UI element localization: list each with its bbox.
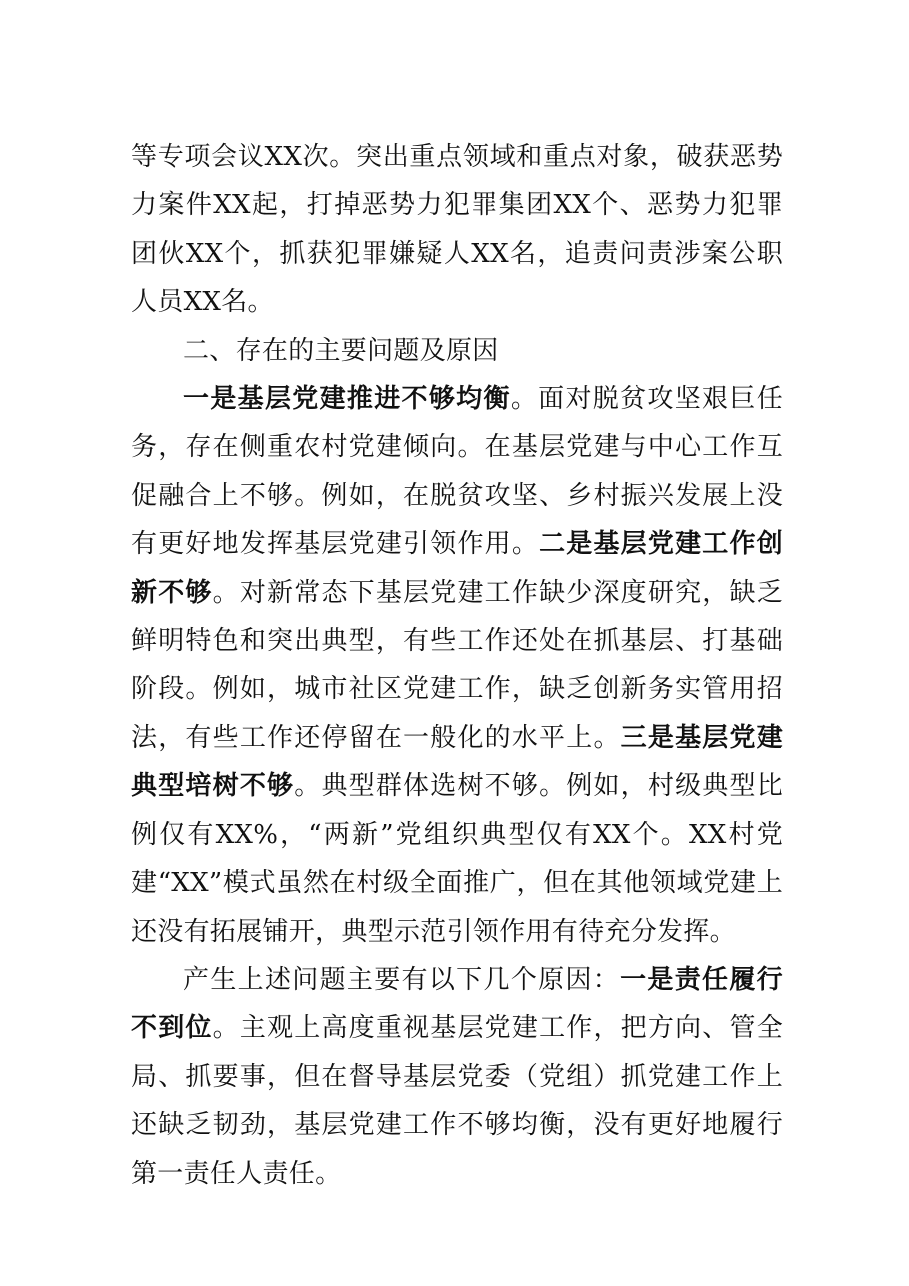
document-body <box>131 133 783 1198</box>
problem-3-title: 三是基层党建典型培树不够 <box>131 722 783 802</box>
paragraph-causes <box>131 956 783 1198</box>
paragraph-problems <box>131 375 783 956</box>
paragraph-case-summary <box>131 133 783 327</box>
cause-1-text: 。主观上高度重视基层党建工作，把方向、管全局、抓要事，但在督导基层党委（党组）抓党建工作上还缺乏韧劲，基层党建工作不够均衡，没有更好地履行第一责任人责任。 <box>131 1013 783 1189</box>
problem-3-text: 。典型群体选树不够。例如，村级典型比例仅有XX%，“两新”党组织典型仅有XX个。XX村党建“XX”模式虽然在村级全面推广，但在其他领域党建上还没有拓展铺开，典型示范引领作用有待充分发挥。 <box>131 771 783 947</box>
section-heading: 二、存在的主要问题及原因 <box>183 335 499 366</box>
causes-intro: 产生上述问题主要有以下几个原因： <box>183 964 621 995</box>
problem-2-text: 。对新常态下基层党建工作缺少深度研究，缺乏鲜明特色和突出典型，有些工作还处在抓基层、打基础阶段。例如，城市社区党建工作，缺乏创新务实管用招法，有些工作还停留在一般化的水平上。 <box>131 577 783 753</box>
paragraph-text: 等专项会议XX次。突出重点领域和重点对象，破获恶势力案件XX起，打掉恶势力犯罪集团XX个、恶势力犯罪团伙XX个，抓获犯罪嫌疑人XX名，追责问责涉案公职人员XX名。 <box>131 142 783 318</box>
problem-1-text: 。面对脱贫攻坚艰巨任务，存在侧重农村党建倾向。在基层党建与中心工作互促融合上不够。例如，在脱贫攻坚、乡村振兴发展上没有更好地发挥基层党建引领作用。 <box>131 384 783 560</box>
cause-1-title: 一是责任履行不到位 <box>131 964 783 1044</box>
problem-1-title: 一是基层党建推进不够均衡 <box>183 384 511 415</box>
problem-2-title: 二是基层党建工作创新不够 <box>131 529 783 608</box>
